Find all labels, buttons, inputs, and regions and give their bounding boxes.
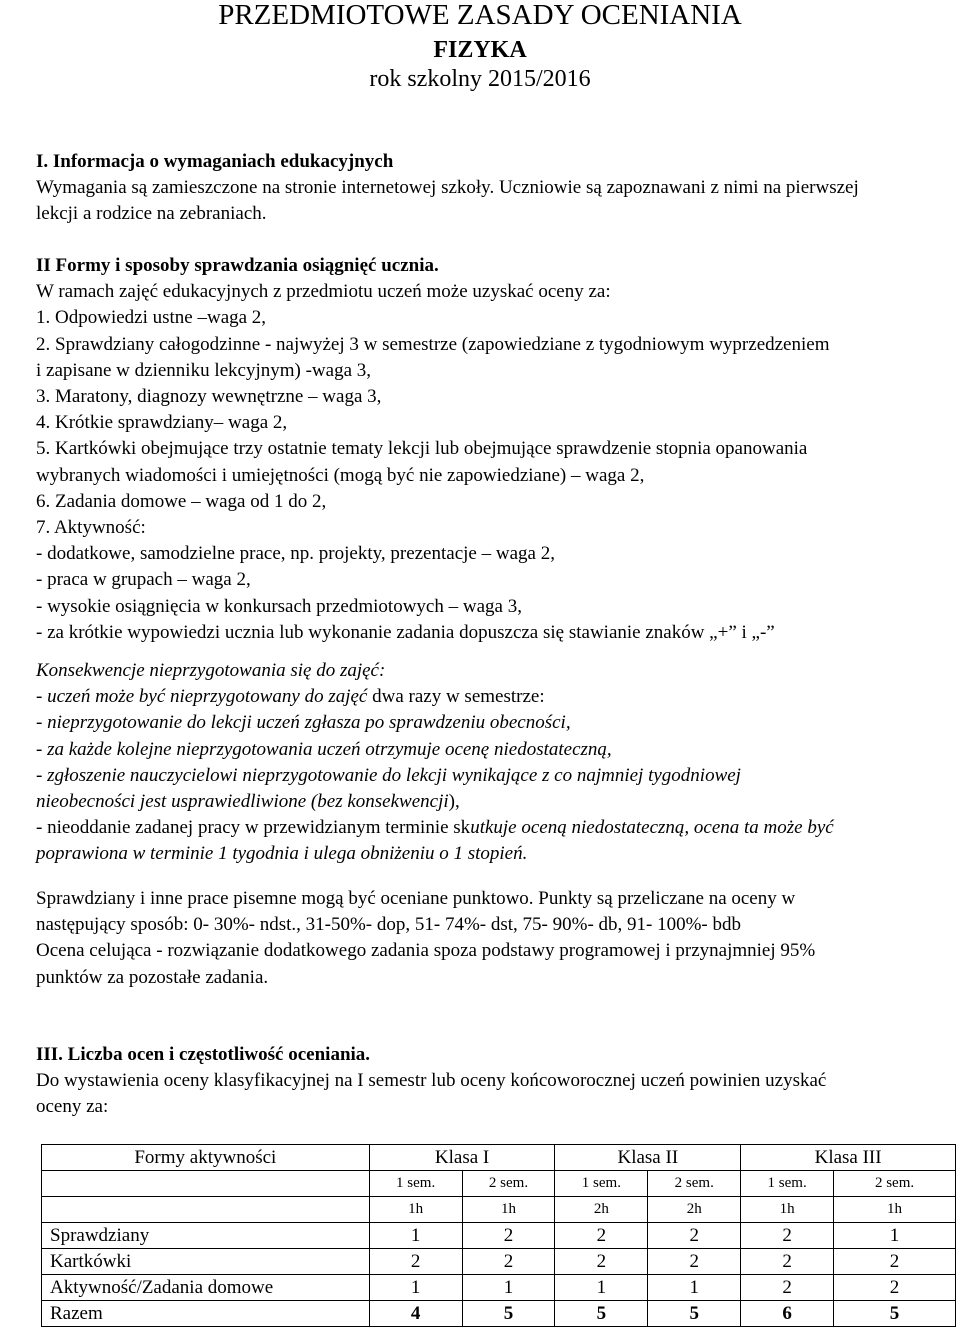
semester-cell: 2 sem. (834, 1171, 956, 1197)
total-cell: 5 (555, 1301, 648, 1327)
school-year: rok szkolny 2015/2016 (369, 66, 591, 92)
table-row (42, 1223, 956, 1249)
table-header-row (42, 1145, 956, 1171)
paragraph-line: Sprawdziany i inne prace pisemne mogą być oceniane punktowo. Punkty są przeliczane na oceny w (36, 888, 796, 909)
paragraph-line: następujący sposób: 0- 30%- ndst., 31-50%- dop, 51- 74%- dst, 75- 90%- db, 91- 100%- bdb (36, 914, 742, 936)
total-cell: 4 (369, 1301, 462, 1327)
consequence-line: - zgłoszenie nauczycielowi nieprzygotowanie do lekcji wynikające z co najmniej tygodniowej (36, 764, 741, 786)
value-cell: 2 (462, 1249, 555, 1275)
section-3 (36, 1042, 956, 1121)
list-item: i zapisane w dzienniku lekcyjnym) -waga 3, (36, 359, 372, 381)
hours-cell: 1h (834, 1197, 956, 1223)
value-cell: 1 (555, 1275, 648, 1301)
consequences-heading: Konsekwencje nieprzygotowania się do zajęć: (36, 660, 386, 681)
paragraph-line: oceny za: (36, 1096, 109, 1118)
consequence-text: nieoddanie zadanej pracy w przewidzianym terminie sk (47, 817, 471, 839)
consequence-line: - za każde kolejne nieprzygotowania uczeń otrzymuje ocenę niedostateczną, (36, 738, 612, 760)
section-3-heading: III. Liczba ocen i częstotliwość oceniania. (36, 1044, 371, 1065)
value-cell: 2 (741, 1249, 834, 1275)
list-item: 6. Zadania domowe – waga od 1 do 2, (36, 490, 327, 512)
row-label: Kartkówki (42, 1249, 370, 1275)
list-item: 2. Sprawdziany całogodzinne - najwyżej 3 w semestrze (zapowiedziane z tygodniowym wyprzedzeniem (36, 333, 830, 355)
consequences-block (36, 658, 956, 868)
value-cell: 2 (648, 1249, 741, 1275)
value-cell: 2 (741, 1275, 834, 1301)
section-1 (36, 149, 956, 228)
total-cell: 5 (462, 1301, 555, 1327)
hours-cell: 2h (648, 1197, 741, 1223)
value-cell: 2 (555, 1223, 648, 1249)
value-cell: 2 (741, 1223, 834, 1249)
hours-cell: 2h (555, 1197, 648, 1223)
row-label: Sprawdziany (42, 1223, 370, 1249)
list-item: - za krótkie wypowiedzi ucznia lub wykonanie zadania dopuszcza się stawianie znaków „+” i „-” (36, 621, 775, 643)
row-label: Razem (42, 1301, 370, 1327)
paragraph-line: lekcji a rodzice na zebraniach. (36, 203, 267, 225)
hours-cell: 1h (741, 1197, 834, 1223)
grades-table (41, 1144, 956, 1327)
consequence-line (36, 684, 956, 710)
paragraph-line: punktów za pozostałe zadania. (36, 966, 269, 988)
consequence-text: - uczeń może być nieprzygotowany do zajęć (36, 686, 373, 708)
value-cell: 1 (648, 1275, 741, 1301)
list-item: 4. Krótkie sprawdziany– waga 2, (36, 412, 288, 434)
subject-title: FIZYKA (433, 37, 527, 63)
hours-cell: 1h (462, 1197, 555, 1223)
value-cell: 2 (834, 1275, 956, 1301)
value-cell: 1 (369, 1223, 462, 1249)
semester-cell: 2 sem. (648, 1171, 741, 1197)
table-corner-cell: Formy aktywności (42, 1145, 370, 1171)
table-row (42, 1249, 956, 1275)
list-item: 3. Maratony, diagnozy wewnętrzne – waga 3, (36, 386, 382, 408)
consequence-line (36, 815, 956, 841)
empty-cell (42, 1197, 370, 1223)
consequence-text: utkuje oceną niedostateczną, ocena ta może być (470, 817, 834, 839)
consequence-text: poprawiona (36, 843, 133, 865)
total-cell: 5 (834, 1301, 956, 1327)
list-item: 5. Kartkówki obejmujące trzy ostatnie tematy lekcji lub obejmujące sprawdzenie stopnia opanowania (36, 438, 808, 460)
class-header: Klasa I (369, 1145, 555, 1171)
list-item: wybranych wiadomości i umiejętności (mogą być nie zapowiedziane) – waga 2, (36, 464, 645, 486)
total-cell: 5 (648, 1301, 741, 1327)
table-row (42, 1275, 956, 1301)
paragraph-line: Do wystawienia oceny klasyfikacyjnej na I semestr lub oceny końcoworocznej uczeń powinien uzyskać (36, 1070, 827, 1092)
row-label: Aktywność/Zadania domowe (42, 1275, 370, 1301)
hours-row (42, 1197, 956, 1223)
consequence-text: - (36, 817, 48, 839)
total-cell: 6 (741, 1301, 834, 1327)
consequence-line (36, 789, 956, 815)
consequence-text: ), (448, 791, 460, 813)
semester-cell: 1 sem. (369, 1171, 462, 1197)
value-cell: 2 (555, 1249, 648, 1275)
hours-cell: 1h (369, 1197, 462, 1223)
value-cell: 1 (369, 1275, 462, 1301)
empty-cell (42, 1171, 370, 1197)
consequence-text: w terminie 1 tygodnia i ulega obniżeniu o 1 stopień. (132, 843, 528, 865)
value-cell: 2 (834, 1249, 956, 1275)
value-cell: 1 (462, 1275, 555, 1301)
list-item: 1. Odpowiedzi ustne –waga 2, (36, 307, 267, 329)
paragraph-line: Wymagania są zamieszczone na stronie internetowej szkoły. Uczniowie są zapoznawani z nimi na pierwszej (36, 177, 859, 199)
value-cell: 2 (648, 1223, 741, 1249)
list-item: - praca w grupach – waga 2, (36, 569, 251, 591)
consequence-line: - nieprzygotowanie do lekcji uczeń zgłasza po sprawdzeniu obecności, (36, 712, 571, 734)
document-title: PRZEDMIOTOWE ZASADY OCENIANIA (218, 0, 742, 31)
consequence-line (36, 841, 956, 867)
semester-cell: 2 sem. (462, 1171, 555, 1197)
consequence-text: dwa razy w semestrze: (372, 686, 545, 708)
value-cell: 2 (462, 1223, 555, 1249)
semester-cell: 1 sem. (741, 1171, 834, 1197)
paragraph-line: Ocena celująca - rozwiązanie dodatkowego zadania spoza podstawy programowej i przynajmniej 95% (36, 940, 816, 962)
section-2-heading: II Formy i sposoby sprawdzania osiągnięć ucznia. (36, 255, 439, 276)
class-header: Klasa III (741, 1145, 956, 1171)
section-1-heading: I. Informacja o wymaganiach edukacyjnych (36, 151, 394, 172)
consequence-text: nieobecności jest usprawiedliwione (bez konsekwencji (36, 791, 449, 813)
list-item: 7. Aktywność: (36, 517, 146, 539)
semester-row (42, 1171, 956, 1197)
total-row (42, 1301, 956, 1327)
list-item: - dodatkowe, samodzielne prace, np. projekty, prezentacje – waga 2, (36, 543, 555, 565)
points-block (36, 886, 956, 991)
class-header: Klasa II (555, 1145, 741, 1171)
semester-cell: 1 sem. (555, 1171, 648, 1197)
list-item: - wysokie osiągnięcia w konkursach przedmiotowych – waga 3, (36, 595, 522, 617)
section-2-intro: W ramach zajęć edukacyjnych z przedmiotu uczeń może uzyskać oceny za: (36, 281, 611, 303)
value-cell: 2 (369, 1249, 462, 1275)
section-2 (36, 253, 956, 646)
value-cell: 1 (834, 1223, 956, 1249)
